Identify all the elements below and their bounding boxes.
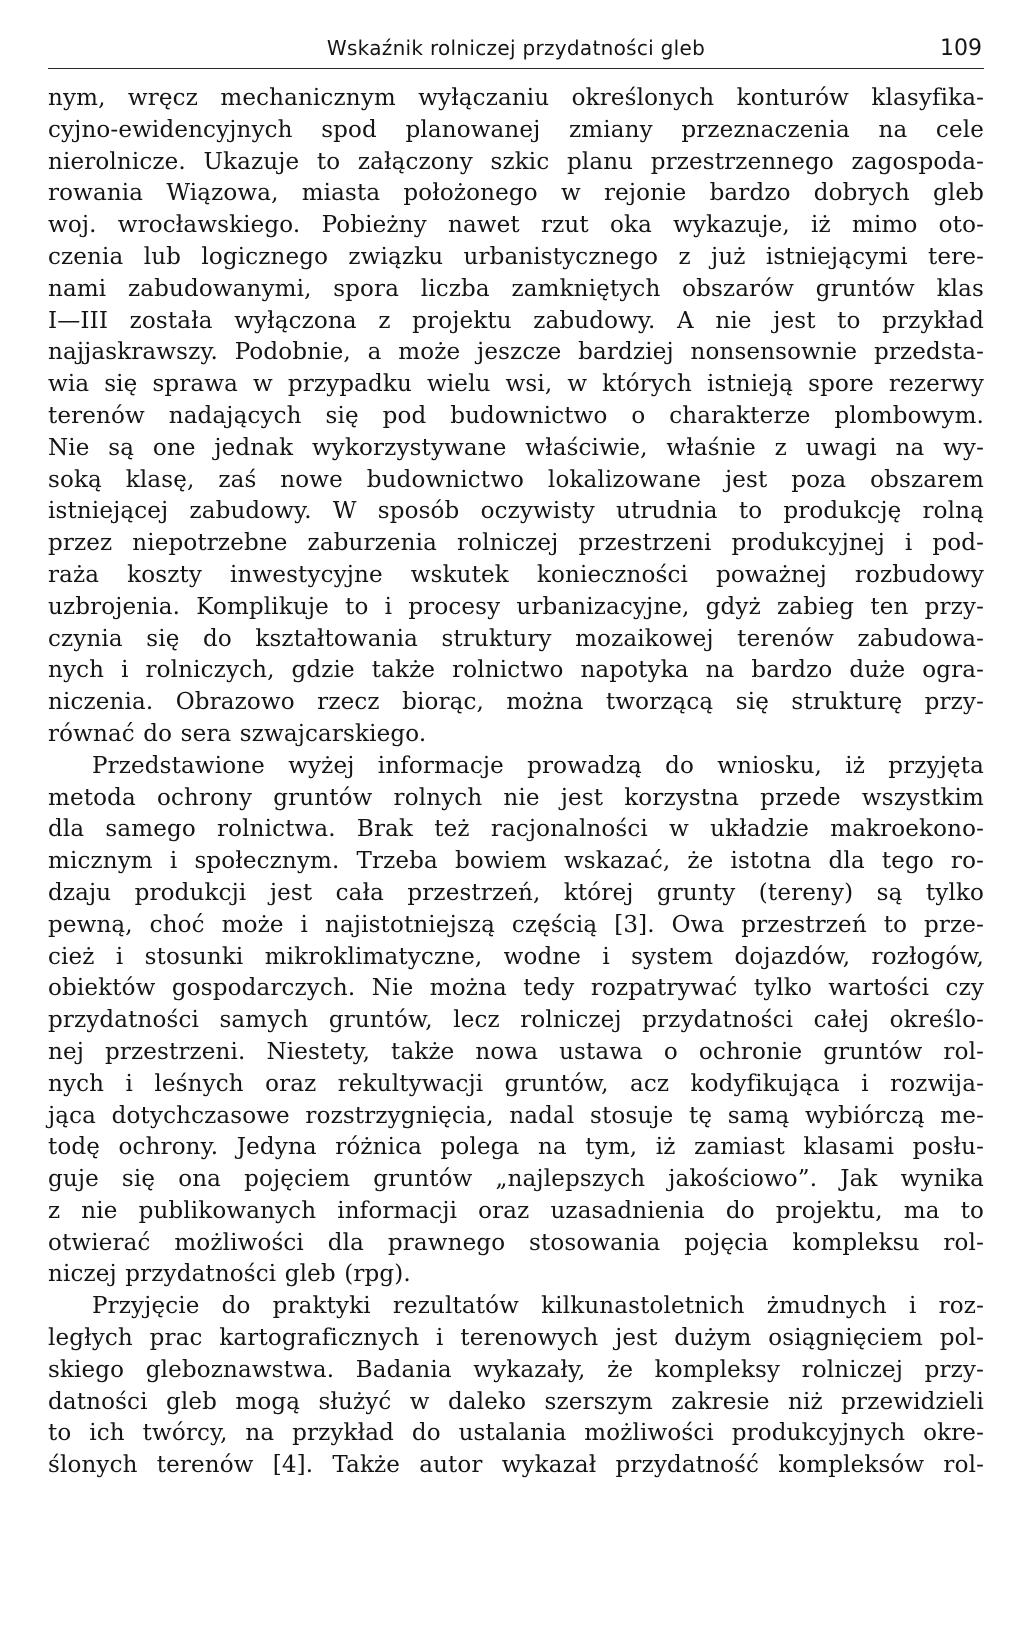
text-line: nami zabudowanymi, spora liczba zamkniętych obszarów gruntów klas <box>48 275 984 302</box>
text-line: cież i stosunki mikroklimatyczne, wodne i system dojazdów, rozłogów, <box>48 943 984 970</box>
text-line: niczenia. Obrazowo rzecz biorąc, można tworzącą się strukturę przy- <box>48 689 984 716</box>
text-line: obiektów gospodarczych. Nie można tedy rozpatrywać tylko wartości czy <box>48 975 984 1002</box>
paragraph-1 <box>48 83 984 751</box>
text-line: nych i leśnych oraz rekultywacji gruntów, acz kodyfikująca i rozwija- <box>48 1070 984 1097</box>
text-line: przez niepotrzebne zaburzenia rolniczej przestrzeni produkcyjnej i pod- <box>48 530 984 557</box>
text-line: raża koszty inwestycyjne wskutek konieczności poważnej rozbudowy <box>48 561 984 588</box>
paragraph-2 <box>48 751 984 1292</box>
text-line: nej przestrzeni. Niestety, także nowa ustawa o ochronie gruntów rol- <box>48 1038 984 1065</box>
text-line: to ich twórcy, na przykład do ustalania możliwości produkcyjnych okre- <box>48 1420 984 1447</box>
paragraph-3 <box>48 1291 984 1482</box>
text-line: todę ochrony. Jedyna różnica polega na tym, iż zamiast klasami posłu- <box>48 1134 984 1161</box>
text-line: terenów nadających się pod budownictwo o charakterze plombowym. <box>48 402 984 429</box>
text-line: czynia się do kształtowania struktury mozaikowej terenów zabudowa- <box>48 625 984 652</box>
text-line: najjaskrawszy. Podobnie, a może jeszcze bardziej nonsensownie przedsta- <box>48 339 984 366</box>
text-line: przydatności samych gruntów, lecz rolniczej przydatności całej określo- <box>48 1007 984 1034</box>
text-line: nych i rolniczych, gdzie także rolnictwo napotyka na bardzo duże ogra- <box>48 657 984 684</box>
text-line: pewną, choć może i najistotniejszą częścią [3]. Owa przestrzeń to prze- <box>48 911 984 938</box>
text-line: dla samego rolnictwa. Brak też racjonalności w układzie makroekono- <box>48 816 984 843</box>
text-line: uzbrojenia. Komplikuje to i procesy urbanizacyjne, gdyż zabieg ten przy- <box>48 593 984 620</box>
text-line: Przedstawione wyżej informacje prowadzą do wniosku, iż przyjęta <box>92 752 984 779</box>
text-line: dzaju produkcji jest cała przestrzeń, której grunty (tereny) są tylko <box>48 879 984 906</box>
text-line: woj. wrocławskiego. Pobieżny nawet rzut oka wykazuje, iż mimo oto- <box>48 212 984 239</box>
text-line: nierolnicze. Ukazuje to załączony szkic planu przestrzennego zagospoda- <box>48 148 984 175</box>
text-line: czenia lub logicznego związku urbanistycznego z już istniejącymi tere- <box>48 243 984 270</box>
text-line: skiego gleboznawstwa. Badania wykazały, że kompleksy rolniczej przy- <box>48 1356 984 1383</box>
text-line: Przyjęcie do praktyki rezultatów kilkunastoletnich żmudnych i roz- <box>92 1293 984 1320</box>
running-title: Wskaźnik rolniczej przydatności gleb <box>326 36 706 60</box>
text-line: I—III została wyłączona z projektu zabudowy. A nie jest to przykład <box>48 307 984 334</box>
document-page <box>48 26 984 1626</box>
text-line: równać do sera szwajcarskiego. <box>48 720 427 747</box>
text-line: jąca dotychczasowe rozstrzygnięcia, nadal stosuje tę samą wybiórczą me- <box>48 1102 984 1129</box>
text-line: guje się ona pojęciem gruntów „najlepszych jakościowo”. Jak wynika <box>48 1166 984 1193</box>
text-line: z nie publikowanych informacji oraz uzasadnienia do projektu, ma to <box>48 1197 984 1224</box>
text-line: micznym i społecznym. Trzeba bowiem wskazać, że istotna dla tego ro- <box>48 848 984 875</box>
text-line: ślonych terenów [4]. Także autor wykazał przydatność kompleksów rol- <box>48 1452 984 1479</box>
page-number: 109 <box>940 36 982 61</box>
running-header <box>48 26 984 69</box>
text-line: istniejącej zabudowy. W sposób oczywisty utrudnia to produkcję rolną <box>48 498 984 525</box>
text-line: otwierać możliwości dla prawnego stosowania pojęcia kompleksu rol- <box>48 1229 984 1256</box>
text-line: Nie są one jednak wykorzystywane właściwie, właśnie z uwagi na wy- <box>48 434 984 461</box>
text-line: metoda ochrony gruntów rolnych nie jest korzystna przede wszystkim <box>48 784 984 811</box>
text-line: ległych prac kartograficznych i terenowych jest dużym osiągnięciem pol- <box>48 1325 984 1352</box>
body-text <box>48 83 984 1482</box>
text-line: nym, wręcz mechanicznym wyłączaniu określonych konturów klasyfika- <box>48 85 984 111</box>
text-line: wia się sprawa w przypadku wielu wsi, w których istnieją spore rezerwy <box>48 371 984 398</box>
text-line: soką klasę, zaś nowe budownictwo lokalizowane jest poza obszarem <box>48 466 984 493</box>
text-line: niczej przydatności gleb (rpg). <box>48 1261 411 1288</box>
text-line: datności gleb mogą służyć w daleko szerszym zakresie niż przewidzieli <box>48 1388 984 1415</box>
text-line: rowania Wiązowa, miasta położonego w rejonie bardzo dobrych gleb <box>48 180 984 207</box>
text-line: cyjno-ewidencyjnych spod planowanej zmiany przeznaczenia na cele <box>48 116 984 143</box>
